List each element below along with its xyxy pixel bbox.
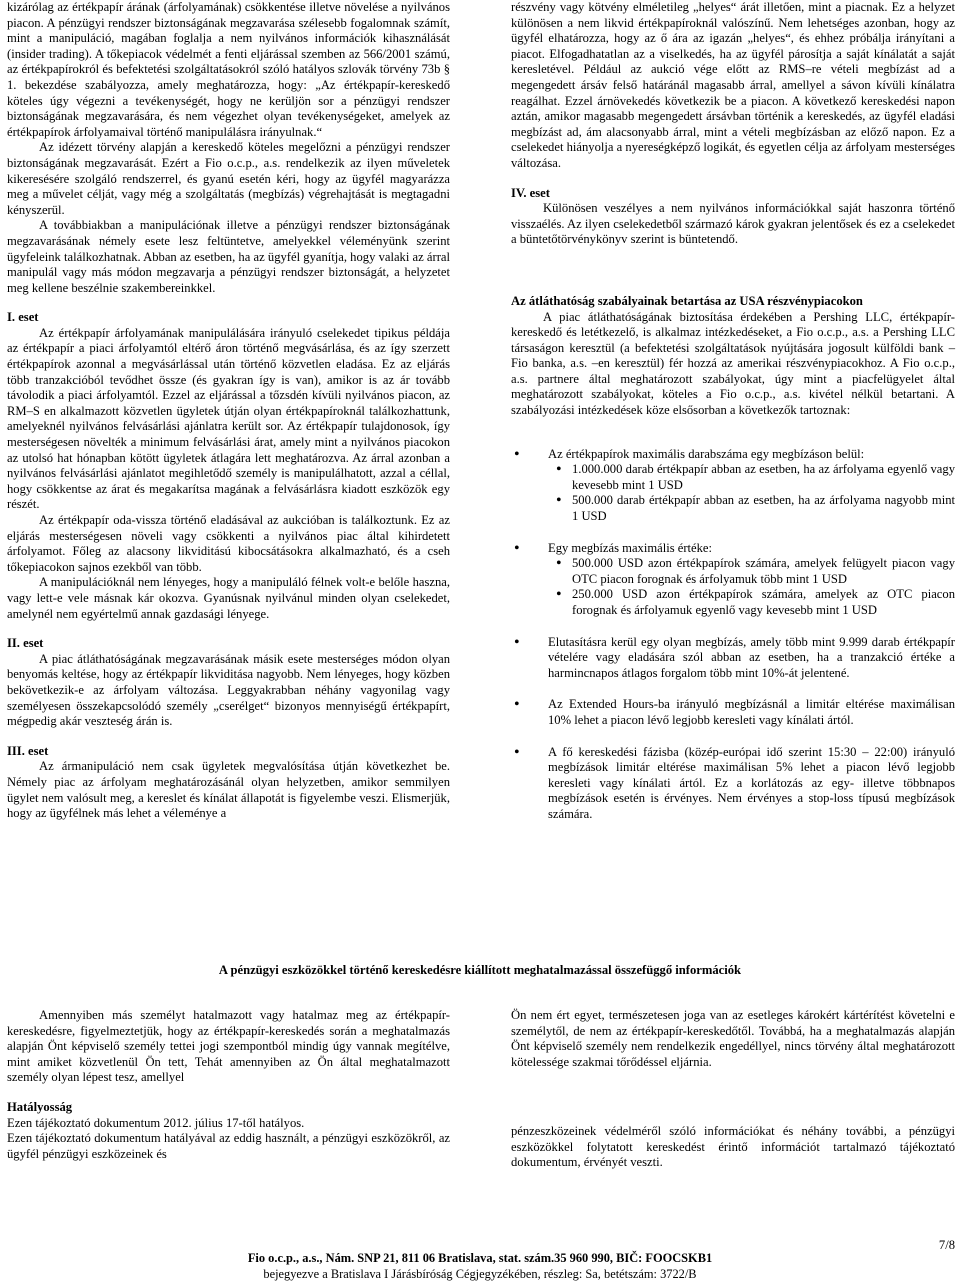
footer-registration: bejegyezve a Bratislava I Járásbíróság Cégjegyzékében, részleg: Sa, betétszám: 3722/B: [263, 1267, 697, 1281]
validity-heading: Hatályosság: [7, 1099, 73, 1114]
case-heading: II. eset: [7, 636, 44, 651]
bottom-right-block: [511, 1008, 955, 1070]
right-column: [511, 0, 955, 823]
rules-list: [511, 447, 955, 823]
sub-list-item: • 500.000 USD azon értékpapírok számára, amelyek felügyelt piacon vagy OTC piacon forognak és árfolyamuk több mint 1 USD: [548, 556, 955, 587]
paragraph: Az értékpapír oda-vissza történő eladásával az aukcióban is találkoztunk. Ez az eljárás mesterségesen növeli vagy csökkenti a nyilvános piac által kihirdetett árfolyamot. Főleg az alacsony likviditású kibocsátásokra alkalmazható, és a cseh tőkepiacokon sajnos ezekből van több.: [7, 513, 450, 574]
paragraph: A piac átláthatóságának megzavarásának másik esete mesterséges módon olyan benyomás keltése, hogy az értékpapír likviditása nagyobb. Nem lényeges, hogy közben bekövetkezik-e az árfolyam változása. Leggyakrabban néhány vagyonilag vagy személyesen összekapcsolódó személy „cserélget“ bizonyos mennyiségű értékpapírt, mégpedig akár veszteség árán is.: [7, 651, 450, 729]
list-item: • A fő kereskedési fázisba (közép-európai idő szerint 15:30 – 22:00) irányuló megbízások limitár eltérése maximálisan 5% lehet a piacon lévő legjobb keresleti vagy kínálati ártól. Ez a korlátozás az egy- illetve többnapos megbízások esetén is érvényes. Nem érvényes a stop-loss típusú megbízások számára.: [511, 745, 955, 823]
paragraph: A piac átláthatóságának biztosítása érdekében a Pershing LLC, értékpapír-kereskedő és letétkezelő, is alkalmaz intézkedéseket, a Fio o.c.p., a.s. a Pershing LLC társaságon keresztül (a befektetési szolgáltatások nyújtására jogosult külföldi bank – Fio banka, a.s. –en keresztül) fér hozzá az amerikai részvénypiacokhoz. A Fio o.c.p., a.s. partnere által meghatározott szabályokat, úgy mint a piacfelügyelet által meghatározott szabályokat, köteles a Fio o.c.p., a.s. kivétel nélkül betartani. A szabályozási intézkedések köze elsősorban a következők tartoznak:: [511, 309, 955, 418]
paragraph: Különösen veszélyes a nem nyilvános információkkal saját haszonra történő visszaélés. Az ilyen cselekedetből származó károk gyakran jelentősek és ez a cselekedet a büntetőtörvénykönyv szerint is büntetendő.: [511, 201, 955, 247]
paragraph: Az idézett törvény alapján a kereskedő köteles megelőzni a pénzügyi rendszer biztonságának megzavarását. Ezért a Fio o.c.p., a.s. rendelkezik az ilyen műveletek kikeresésére szolgáló rendszerrel, és gyanú esetén kéri, hogy az ügyfél magyarázza meg a művelet célját, vagy még a szolgáltatás (megbízás) végrehajtását is megtagadni kényszerül.: [7, 140, 450, 217]
page-number: 7/8: [938, 1238, 955, 1252]
case-heading: IV. eset: [511, 185, 550, 200]
paragraph: pénzeszközeinek védelméről szóló információkat és néhány további, a pénzügyi eszközökkel folytatott kereskedést érintő információt tartalmazó tájékoztató dokumentum, érvényét veszti.: [511, 1124, 955, 1170]
case-heading: I. eset: [7, 310, 39, 325]
list-item: [511, 447, 955, 525]
list-item: • Elutasításra kerül egy olyan megbízás, amely több mint 9.999 darab értékpapír vételére vagy eladására szól abban az esetben, ha a tranzakció értéke a harmincnapos átlagos forgalom több mint 10%-át jelentené.: [511, 635, 955, 682]
sub-list-item: • 500.000 darab értékpapír abban az esetben, ha az árfolyama nagyobb mint 1 USD: [548, 493, 955, 524]
list-item-text: Egy megbízás maximális értéke:: [548, 540, 713, 555]
paragraph: Amennyiben más személyt hatalmazott vagy hatalmaz meg az értékpapír-kereskedésre, figyelmeztetjük, hogy az értékpapír-kereskedés során a meghatalmazás alapján Önt képviselő személy tettei jogi szempontból mindig úgy vannak megítélve, mint amiket közvetlenül Ön tett, Tehát amennyiben az Ön által meghatalmazott személy olyan lépest tesz, amellyel: [7, 1008, 450, 1085]
paragraph: A manipulációknál nem lényeges, hogy a manipuláló félnek volt-e belőle haszna, vagy lett-e vele másnak kár okozva. Gyanúsnak nyilvánul minden olyan cselekedet, amelynél nem egyértelmű annak gazdasági lényege.: [7, 575, 450, 621]
paragraph: kizárólag az értékpapír árának (árfolyamának) csökkentése illetve növelése a nyilvános piacon. A pénzügyi rendszer biztonságának megzavarása szélesebb fogalomnak számít, mint a manipuláció, magában foglalja a nem nyilvános információk kihasználását (insider trading). A tőkepiacok védelmét a fenti eljárással szemben az 566/2001 számú, az értékpapírokról és befektetési szolgáltatásokról szóló hatályos szlovák törvény 73b § 1. bekezdése szabályozza, amely meghatározza, hogy: „Az értékpapír-kereskedő köteles úgy végezni a tevékenységét, hogy ne kerüljön sor a pénzügyi rendszer biztonságának megzavarására, és nem végezhet olyan tevékenységeket, amelyek az értékpapírok árfolyamaival történő manipulálásra irányulnak.“: [7, 0, 450, 139]
sub-list-item: • 1.000.000 darab értékpapír abban az esetben, ha az árfolyama egyenlő vagy kevesebb mint 1 USD: [548, 462, 955, 493]
bottom-right-block-2: [511, 1124, 955, 1171]
sub-list: [548, 462, 955, 524]
list-item-text: Az értékpapírok maximális darabszáma egy megbízáson belül:: [548, 446, 865, 461]
list-item: [511, 541, 955, 619]
bottom-left-block: [7, 1008, 450, 1162]
footer: [0, 1250, 960, 1282]
sub-list: [548, 556, 955, 618]
paragraph: Ezen tájékoztató dokumentum hatályával az eddig használt, a pénzügyi eszközökről, az ügyfél pénzügyi eszközeinek és: [7, 1131, 450, 1161]
section-title: A pénzügyi eszközökkel történő kereskedésre kiállított meghatalmazással összefüggő információk: [218, 963, 742, 977]
footer-company: Fio o.c.p., a.s., Nám. SNP 21, 811 06 Bratislava, stat. szám.35 960 990, BIČ: FOOCSKB1: [247, 1251, 713, 1265]
paragraph: A továbbiakban a manipulációnak illetve a pénzügyi rendszer biztonságának megzavarásának némely esete lesz feltüntetve, amelyekkel véleményünk szerint ügyfeleink találkozhatnak. Abban az esetben, ha az ügyfél gyanítja, hogy valaki az árral manipulál vagy más módon megzavarja a pénzügyi rendszer biztonságát, a helyzetet meg kellene beszélnie szakembereinkkel.: [7, 218, 450, 295]
paragraph: Ön nem ért egyet, természetesen joga van az esetleges károkért kártérítést követelni e személytől, de nem az értékpapír-kereskedőtől. Továbbá, ha a meghatalmazás alapján Önt képviselő személy nem rendelkezik engedéllyel, nincs törvény által meghatározott kötelessége szakmai tőrődéssel eljárnia.: [511, 1008, 955, 1069]
paragraph: Az értékpapír árfolyamának manipulálására irányuló cselekedet tipikus példája az értékpapír a piaci árfolyamtól eltérő áron történő megvásárlása, és az így szerzett értékpapírok azonnal a megvásárlással után történő közvetlen eladása. Ez az eljárás több tranzakcióból tevődhet össze (és gyakran így is van), amikor is az ár tovább távolodik a piaci árfolyamtól. Ezzel az eljárással a tőzsdén kívüli nyilvános piacon, az RM–S ​​en alkalmazott közvetlen ügyletek útján olyan értékpapíroknál találkozhattunk, amelyeknél nyilvános felvásárlási ajánlatra került sor. Az értékpapír tulajdonosok, így mesterségesen növelték a minimum felvásárlási árat, amely mint a nyilvános piacokon az utolsó hat hónapban kötött ügyletek átlagára lett meghatározva. Az árral azonban a nyilvános felvásárlási ajánlatot megihletődő személy is manipulálhatott, azzal a céllal, hogy csökkentse az árat és megakarítsa magának a felvásárlásra kiadott eszközök egy részét.: [7, 325, 450, 512]
case-heading: III. eset: [7, 743, 49, 758]
sub-list-item: • 250.000 USD azon értékpapírok számára, amelyek az OTC piacon forognak és árfolyamuk egyenlő vagy kevesebb mint 1 USD: [548, 587, 955, 618]
paragraph: Az ármanipuláció nem csak ügyletek megvalósítása útján következhet be. Némely piac az árfolyam meghatározásánál olyan helyzetben, amikor semmilyen ügylet nem valósult meg, a kereslet és kínálat állapotát is figyelembe veszi. Elismerjük, hogy az ügyfélnek más lehet a véleménye a: [7, 759, 450, 821]
list-item: • Az Extended Hours-ba irányuló megbízásnál a limitár eltérése maximálisan 10% lehet a piacon lévő legjobb keresleti vagy kínálati ártól.: [511, 697, 955, 728]
paragraph: részvény vagy kötvény elméletileg „helyes“ árát illetően, mint a piacnak. Ez a helyzet különösen a nem likvid értékpapíroknál valószínű. Nem lehetséges azonban, hogy az ügyfél elhatározza, hogy az ő ára az igazán „helyes“, és ehhez próbálja irányítani a piacot. Elfogadhatatlan az a viselkedés, ha az ügyfél párosítja a saját kínálatát a saját keresletével. Például az aukció vége előtt az RMS–re vételi megbízást ad a megengedett ársáv felső határánál magasabb árral, amellyel a sávon kívüli kínálatra reagálhat. Ezzel árnövekedés következik be a piacon. A következő kereskedési napon aztán, amikor magasabb megengedett ársávban történik a kereskedés, az ügyfél eladási megbízást ad, ám alacsonyabb árral, mint a vételi megbízásban az előző napon. Ez a cselekedet hiányolja a nyereségképző logikát, és egyetlen célja az árfolyam mesterséges változása.: [511, 0, 955, 170]
paragraph: Ezen tájékoztató dokumentum 2012. július 17-től hatályos.: [7, 1115, 305, 1130]
left-column: [7, 0, 450, 822]
section-heading: Az átláthatóság szabályainak betartása az USA részvénypiacokon: [511, 293, 863, 308]
